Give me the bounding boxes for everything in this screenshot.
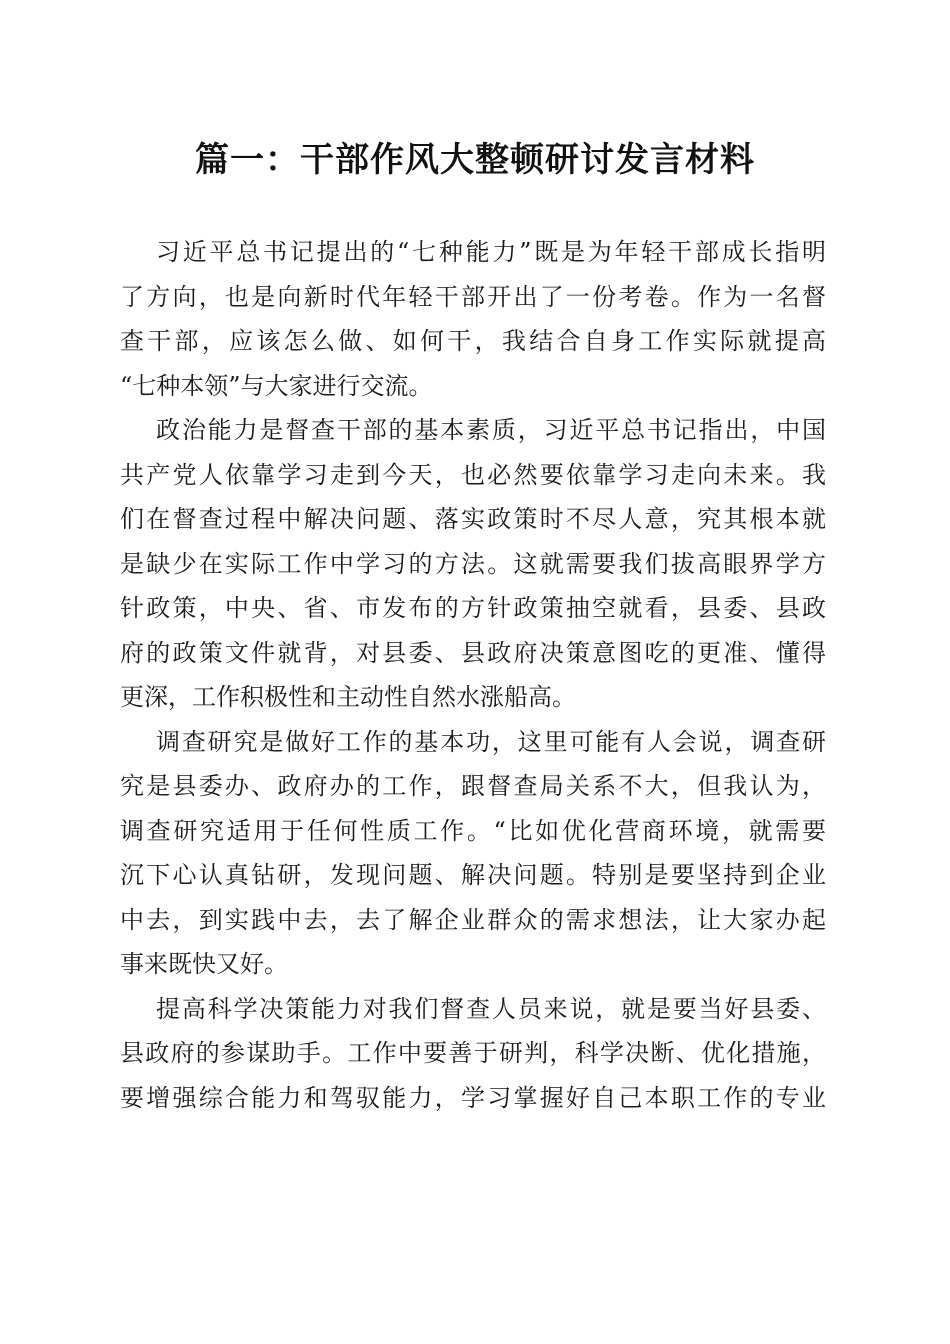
text-line: 事来既快又好。 — [120, 950, 288, 978]
text-line: 府的政策文件就背，对县委、县政府决策意图吃的更准、懂得 — [120, 638, 826, 667]
text-line: 了方向，也是向新时代年轻干部开出了一份考卷。作为一名督 — [120, 282, 826, 311]
text-line: 共产党人依靠学习走到今天，也必然要依靠学习走向未来。我 — [120, 460, 826, 489]
text-line: 究是县委办、政府办的工作，跟督查局关系不大，但我认为， — [120, 772, 826, 800]
text-line: 是缺少在实际工作中学习的方法。这就需要我们拔高眼界学方 — [120, 549, 826, 578]
paragraph-4 — [120, 987, 826, 1121]
document-body — [120, 230, 826, 1120]
text-line: 调查研究适用于任何性质工作。“比如优化营商环境，就需要 — [120, 816, 826, 845]
text-line: 查干部，应该怎么做、如何干，我结合自身工作实际就提高 — [120, 327, 826, 355]
paragraph-2 — [120, 408, 826, 720]
text-line: 更深，工作积极性和主动性自然水涨船高。 — [120, 683, 576, 711]
text-line: 中去，到实践中去，去了解企业群众的需求想法，让大家办起 — [120, 905, 826, 934]
text-line: 沉下心认真钻研，发现问题、解决问题。特别是要坚持到企业 — [120, 861, 826, 889]
text-line: “七种本领”与大家进行交流。 — [120, 371, 433, 400]
text-line: 县政府的参谋助手。工作中要善于研判，科学决断、优化措施， — [120, 1039, 826, 1067]
text-line: 们在督查过程中解决问题、落实政策时不尽人意，究其根本就 — [120, 505, 826, 533]
text-line: 要增强综合能力和驾驭能力，学习掌握好自己本职工作的专业 — [120, 1083, 826, 1112]
text-line: 习近平总书记提出的“七种能力”既是为年轻干部成长指明 — [156, 238, 826, 266]
paragraph-3 — [120, 720, 826, 987]
text-line: 调查研究是做好工作的基本功，这里可能有人会说，调查研 — [156, 727, 826, 756]
text-line: 提高科学决策能力对我们督查人员来说，就是要当好县委、 — [156, 994, 826, 1023]
text-line: 政治能力是督查干部的基本素质，习近平总书记指出，中国 — [156, 416, 826, 444]
document-title: 篇一：干部作风大整顿研讨发言材料 — [195, 140, 755, 180]
paragraph-1 — [120, 230, 826, 408]
text-line: 针政策，中央、省、市发布的方针政策抽空就看，县委、县政 — [120, 594, 826, 622]
